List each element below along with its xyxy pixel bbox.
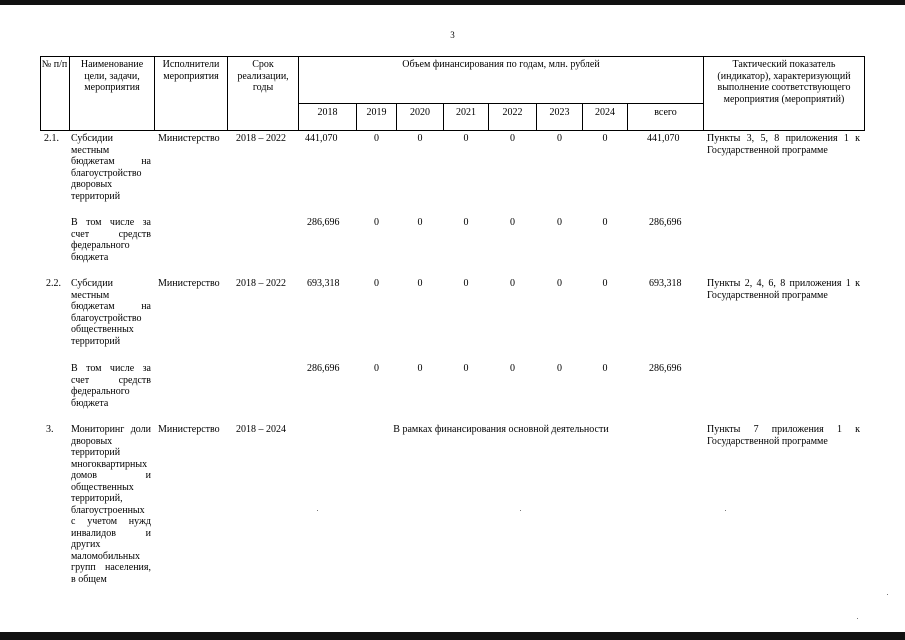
row-indicator: Пункты 2, 4, 6, 8 приложения 1 к Государственной программе: [707, 278, 860, 301]
header-col-executors: Исполнители мероприятия: [162, 59, 220, 82]
row-value: 0: [417, 363, 423, 374]
row-value: 0: [602, 217, 608, 228]
row-value: 0: [557, 217, 562, 228]
header-col-period: Срок реализации, годы: [237, 59, 289, 93]
row-value: 286,696: [307, 217, 340, 228]
row-total: 286,696: [649, 217, 682, 228]
row-value: 0: [374, 217, 379, 228]
top-border: [0, 0, 905, 5]
row-value: 0: [463, 217, 469, 228]
header-year: 2019: [366, 107, 387, 118]
row-value: 0: [557, 133, 562, 144]
header-col-name: Наименование цели, задачи, мероприятия: [80, 59, 144, 93]
row-value: 0: [510, 363, 515, 374]
row-value: 0: [557, 278, 562, 289]
header-total: всего: [654, 107, 677, 118]
row-executor: Министерство: [158, 133, 220, 144]
row-value: 286,696: [307, 363, 340, 374]
row-value: 0: [374, 363, 379, 374]
row-value: 0: [602, 278, 608, 289]
row-indicator: Пункты 7 приложения 1 к Государственной программе: [707, 424, 860, 447]
page-number: 3: [450, 30, 455, 40]
row-funding-note: В рамках финансирования основной деятельности: [393, 424, 609, 435]
row-value: 0: [463, 133, 469, 144]
header-col-num: № п/п: [41, 59, 68, 70]
row-executor: Министерство: [158, 424, 220, 435]
row-value: 0: [602, 133, 608, 144]
header-year: 2020: [410, 107, 430, 118]
row-name: Субсидии местным бюджетам на благоустройство дворовых территорий: [71, 133, 151, 202]
row-value: 0: [374, 133, 379, 144]
row-value: 0: [510, 133, 515, 144]
row-number: 3.: [46, 424, 54, 435]
row-value: 0: [374, 278, 379, 289]
row-executor: Министерство: [158, 278, 220, 289]
bottom-border: [0, 632, 905, 640]
row-name: В том числе за счет средств федерального бюджета: [71, 363, 151, 409]
row-value: 0: [510, 278, 515, 289]
row-number: 2.1.: [44, 133, 59, 144]
row-value: 0: [510, 217, 515, 228]
row-value: 0: [417, 278, 423, 289]
row-value: 0: [463, 278, 469, 289]
header-year: 2022: [502, 107, 523, 118]
row-period: 2018 – 2024: [236, 424, 286, 435]
header-col-indicator: Тактический показатель (индикатор), характеризующий выполнение соответствующего мероприятия (мероприятий): [717, 59, 851, 105]
row-value: 0: [417, 133, 423, 144]
row-value: 0: [417, 217, 423, 228]
row-name: В том числе за счет средств федерального бюджета: [71, 217, 151, 263]
row-name: Мониторинг доли дворовых территорий многоквартирных домов и общественных территорий, благоустроенных с учетом нужд инвалидов и других маломобильных групп населения, в общем: [71, 424, 151, 585]
row-value: 0: [463, 363, 469, 374]
row-value: 0: [602, 363, 608, 374]
row-number: 2.2.: [46, 278, 61, 289]
row-total: 286,696: [649, 363, 682, 374]
row-value: 441,070: [305, 133, 338, 144]
row-total: 441,070: [647, 133, 680, 144]
row-name: Субсидии местным бюджетам на благоустройство общественных территорий: [71, 278, 151, 347]
row-period: 2018 – 2022: [236, 133, 286, 144]
row-period: 2018 – 2022: [236, 278, 286, 289]
header-year: 2018: [317, 107, 338, 118]
row-value: 0: [557, 363, 562, 374]
header-col-funding: Объем финансирования по годам, млн. рублей: [402, 59, 600, 70]
header-year: 2021: [456, 107, 476, 118]
header-year: 2023: [549, 107, 570, 118]
row-total: 693,318: [649, 278, 682, 289]
header-year: 2024: [595, 107, 615, 118]
row-indicator: Пункты 3, 5, 8 приложения 1 к Государственной программе: [707, 133, 860, 156]
row-value: 693,318: [307, 278, 340, 289]
